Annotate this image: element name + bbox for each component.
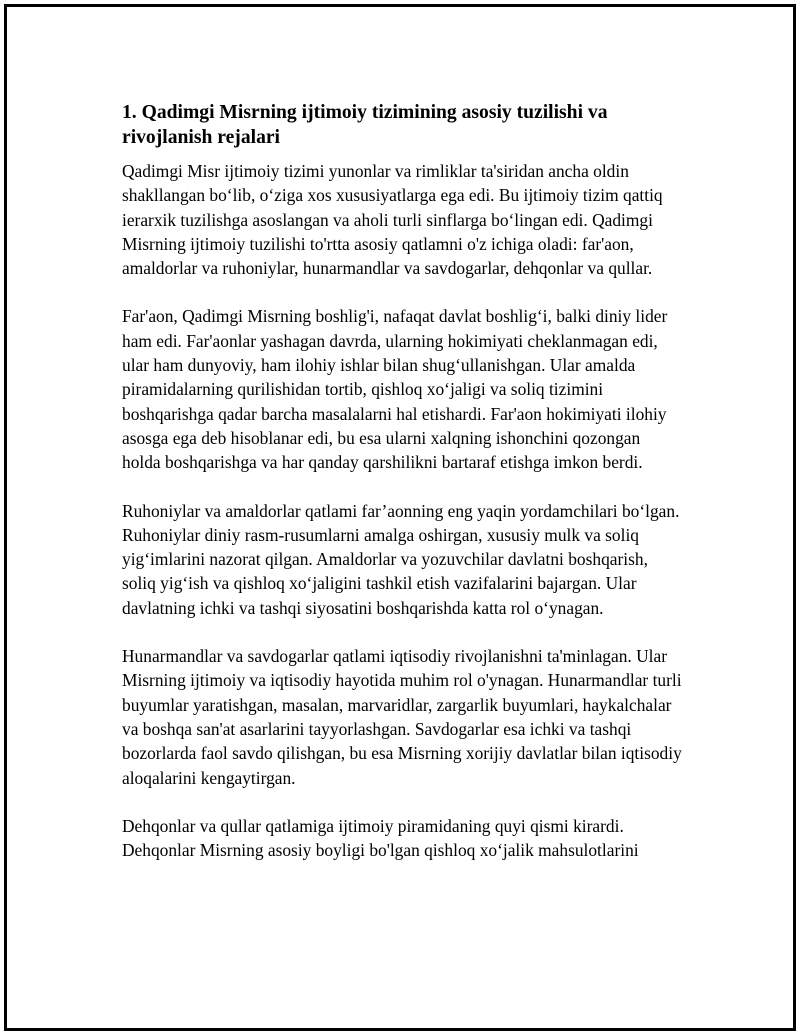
paragraph-intro: Qadimgi Misr ijtimoiy tizimi yunonlar va rimliklar ta'siridan ancha oldin shakllangan bo‘lib, o‘ziga xos xususiyatlarga ega edi. Bu ijtimoiy tizim qattiq ierarxik tuzilishga asoslangan va aholi turli sinflarga bo‘lingan edi. Qadimgi Misrning ijtimoiy tuzilishi to'rtta asosiy qatlamni o'z ichiga oladi: far'aon, amaldorlar va ruhoniylar, hunarmandlar va savdogarlar, dehqonlar va qullar. [122,161,663,279]
paragraph-peasants-slaves: Dehqonlar va qullar qatlamiga ijtimoiy piramidaning quyi qismi kirardi. Dehqonlar Misrning asosiy boyligi bo'lgan qishloq xo‘jalik mahsulotlarini [122,815,639,861]
section-heading: 1. Qadimgi Misrning ijtimoiy tizimining asosiy tuzilishi va rivojlanish rejalari [122,102,608,148]
paragraph-priests-officials: Ruhoniylar va amaldorlar qatlami far’aonning eng yaqin yordamchilari bo‘lgan. Ruhoniylar diniy rasm-rusumlarni amalga oshirgan, xususiy mulk va soliq yig‘imlarini nazorat qilgan. Amaldorlar va yozuvchilar davlatni boshqarish, soliq yig‘ish va qishloq xo‘jaligini tashkil etish vazifalarini bajargan. Ular davlatning ichki va tashqi siyosatini boshqarishda katta rol o‘ynagan. [122,500,680,618]
paragraph-artisans-merchants: Hunarmandlar va savdogarlar qatlami iqtisodiy rivojlanishni ta'minlagan. Ular Misrning ijtimoiy va iqtisodiy hayotida muhim rol o'ynagan. Hunarmandlar turli buyumlar yaratishgan, masalan, marvaridlar, zargarlik buyumlari, haykalchalar va boshqa san'at asarlarini tayyorlashgan. Savdogarlar esa ichki va tashqi bozorlarda faol savdo qilishgan, bu esa Misrning xorijiy davlatlar bilan iqtisodiy aloqalarini kengaytirgan. [122,646,682,788]
document-body [122,100,682,886]
document-page [4,4,796,1031]
paragraph-pharaoh: Far'aon, Qadimgi Misrning boshlig'i, nafaqat davlat boshlig‘i, balki diniy lider ham edi. Far'aonlar yashagan davrda, ularning hokimiyati cheklanmagan edi, ular ham dunyoviy, ham ilohiy ishlar bilan shug‘ullanishgan. Ular amalda piramidalarning qurilishidan tortib, qishloq xo‘jaligi va soliq tizimini boshqarishga qadar barcha masalalarni hal etishardi. Far'aon hokimiyati ilohiy asosga ega deb hisoblanar edi, bu esa ularni xalqning ishonchini qozongan holda boshqarishga va har qanday qarshilikni bartaraf etishga imkon berdi. [122,306,668,473]
